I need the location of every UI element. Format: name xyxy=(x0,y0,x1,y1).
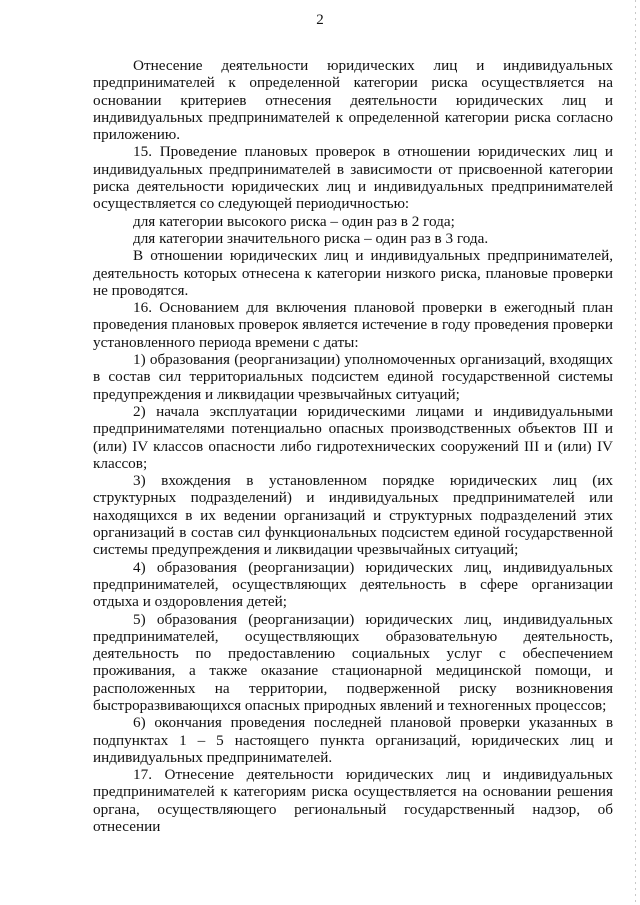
paragraph-16-item-2: 2) начала эксплуатации юридическими лицами и индивидуальными предпринимателями потенциально опасных производственных объектов III и (или) IV классов опасности либо гидротехнических сооружений III и (или) IV классов; xyxy=(93,402,613,472)
paragraph-16-item-4: 4) образования (реорганизации) юридических лиц, индивидуальных предпринимателей, осуществляющих деятельность в сфере организации отдыха и оздоровления детей; xyxy=(93,558,613,611)
paragraph-17-risk-assignment-decision: 17. Отнесение деятельности юридических лиц и индивидуальных предпринимателей к категориям риска осуществляется на основании решения органа, осуществляющего региональный государственный надзор, об отнесении xyxy=(93,766,613,836)
paragraph-16-item-3: 3) вхождения в установленном порядке юридических лиц (их структурных подразделений) и индивидуальных предпринимателей или находящихся в их ведении организаций и структурных подразделений этих организаций в состав сил функциональных подсистем единой государственной системы предупреждения и ликвидации чрезвычайных ситуаций; xyxy=(93,472,613,559)
paragraph-16-inspection-basis: 16. Основанием для включения плановой проверки в ежегодный план проведения плановых проверок является истечение в году проведения проверки установленного периода времени с даты: xyxy=(93,299,613,351)
paragraph-risk-category-assignment: Отнесение деятельности юридических лиц и индивидуальных предпринимателей к определенной категории риска осуществляется на основании критериев отнесения деятельности юридических лиц и индивидуальных предпринимателей к определенной категории риска согласно приложению. xyxy=(93,57,613,144)
paragraph-16-item-6: 6) окончания проведения последней плановой проверки указанных в подпунктах 1 – 5 настоящего пункта организаций, юридических лиц и индивидуальных предпринимателей. xyxy=(93,714,613,766)
paragraph-16-item-1: 1) образования (реорганизации) уполномоченных организаций, входящих в состав сил территориальных подсистем единой государственной системы предупреждения и ликвидации чрезвычайных ситуаций; xyxy=(93,351,613,403)
page-number: 2 xyxy=(316,12,324,28)
document-body xyxy=(93,57,613,835)
paragraph-significant-risk-frequency: для категории значительного риска – один раз в 3 года. xyxy=(133,229,489,247)
scan-edge-line xyxy=(635,0,636,905)
paragraph-low-risk-no-inspection: В отношении юридических лиц и индивидуальных предпринимателей, деятельность которых отнесена к категории низкого риска, плановые проверки не проводятся. xyxy=(93,247,613,299)
paragraph-16-item-5: 5) образования (реорганизации) юридических лиц, индивидуальных предпринимателей, осуществляющих образовательную деятельность, деятельность по предоставлению социальных услуг с обеспечением проживания, а также оказание стационарной медицинской помощи, и расположенных на территории, подверженной риску возникновения быстроразвивающихся опасных природных явлений и техногенных процессов; xyxy=(93,610,613,714)
paragraph-high-risk-frequency: для категории высокого риска – один раз в 2 года; xyxy=(133,212,455,230)
paragraph-15-inspection-frequency: 15. Проведение плановых проверок в отношении юридических лиц и индивидуальных предпринимателей в зависимости от присвоенной категории риска деятельности юридических лиц и индивидуальных предпринимателей осуществляется со следующей периодичностью: xyxy=(93,143,613,213)
